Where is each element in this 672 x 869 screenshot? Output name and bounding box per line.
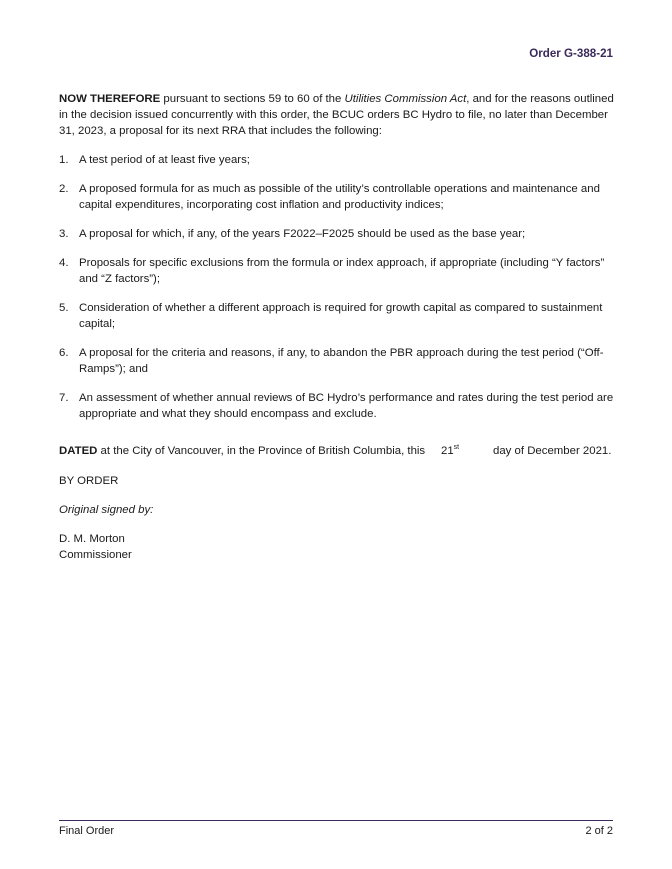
signatory-title: Commissioner bbox=[59, 549, 132, 561]
list-text: A proposed formula for as much as possible of the utility’s controllable operations and maintenance and capital expenditures, incorporating cost inflation and productivity indices; bbox=[79, 183, 600, 211]
dated-location: at the City of Vancouver, in the Province of British Columbia, this bbox=[97, 445, 426, 457]
dated-line bbox=[59, 443, 614, 459]
intro-text-1: pursuant to sections 59 to 60 of the bbox=[160, 93, 345, 105]
footer-doc-label: Final Order bbox=[59, 825, 115, 837]
list-item bbox=[59, 152, 614, 168]
list-number: 5. bbox=[59, 302, 69, 314]
dated-day bbox=[441, 443, 459, 459]
list-number: 1. bbox=[59, 154, 69, 166]
list-item bbox=[59, 345, 614, 377]
list-item bbox=[59, 255, 614, 287]
list-number: 7. bbox=[59, 392, 69, 404]
list-item bbox=[59, 226, 614, 242]
signatory-name: D. M. Morton bbox=[59, 533, 125, 545]
signature-block bbox=[59, 531, 614, 563]
dated-text bbox=[59, 443, 425, 459]
list-number: 6. bbox=[59, 347, 69, 359]
requirements-list bbox=[59, 152, 614, 422]
dated-lead: DATED bbox=[59, 445, 98, 457]
signed-note: Original signed by: bbox=[59, 504, 154, 516]
list-text: Proposals for specific exclusions from the formula or index approach, if appropriate (including “Y factors” and “Z factors”); bbox=[79, 257, 605, 285]
page-number: 2 of 2 bbox=[585, 825, 613, 837]
list-text: A proposal for the criteria and reasons, if any, to abandon the PBR approach during the test period (“Off-Ramps”); and bbox=[79, 347, 604, 375]
list-number: 2. bbox=[59, 183, 69, 195]
dated-month-year: day of December 2021. bbox=[493, 445, 612, 457]
order-body bbox=[59, 91, 614, 563]
intro-text-2: , and for the reasons outlined in the decision issued concurrently with this order, the BCUC orders BC Hydro to file, no later than December 31, 2023, a proposal for its next RRA that includes the following: bbox=[59, 93, 614, 137]
order-number: Order G-388-21 bbox=[529, 47, 613, 60]
list-text: An assessment of whether annual reviews of BC Hydro’s performance and rates during the test period are appropriate and what they should encompass and exclude. bbox=[79, 392, 614, 420]
list-item bbox=[59, 181, 614, 213]
by-order: BY ORDER bbox=[59, 475, 119, 487]
footer-divider bbox=[59, 820, 613, 821]
list-item bbox=[59, 390, 614, 422]
list-text: A test period of at least five years; bbox=[79, 154, 250, 166]
day-suffix: st bbox=[453, 444, 460, 451]
act-name: Utilities Commission Act bbox=[344, 93, 467, 105]
list-item bbox=[59, 300, 614, 332]
intro-lead: NOW THEREFORE bbox=[59, 93, 161, 105]
list-text: A proposal for which, if any, of the years F2022–F2025 should be used as the base year; bbox=[79, 228, 526, 240]
intro-paragraph bbox=[59, 91, 614, 139]
day-number: 21 bbox=[441, 445, 454, 457]
list-number: 4. bbox=[59, 257, 69, 269]
list-number: 3. bbox=[59, 228, 69, 240]
list-text: Consideration of whether a different approach is required for growth capital as compared to sustainment capital; bbox=[79, 302, 603, 330]
